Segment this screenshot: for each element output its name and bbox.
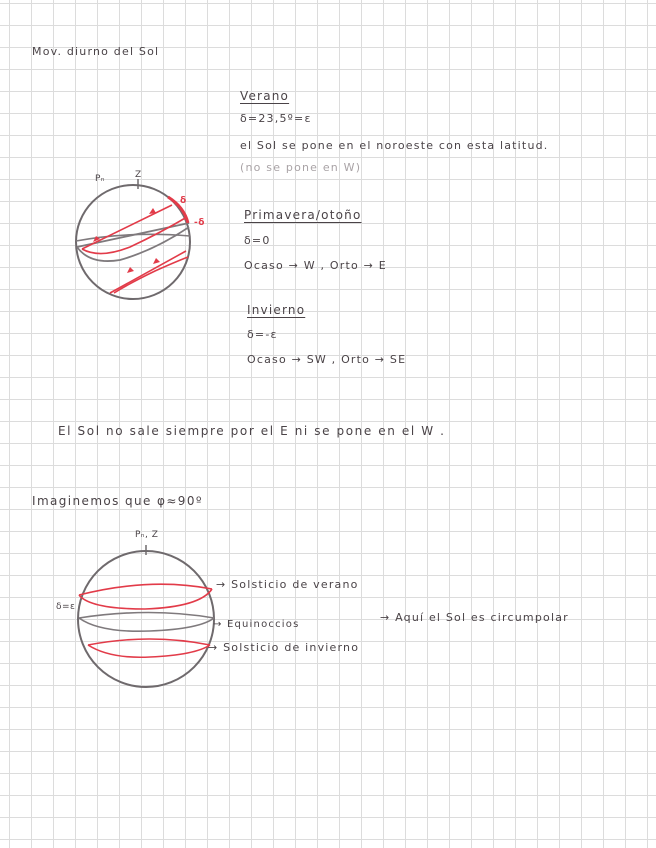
- verano-text: el Sol se pone en el noroeste con esta latitud.: [240, 139, 549, 152]
- equinox-label: → Equinoccios: [213, 619, 300, 630]
- imaginemos-heading: Imaginemos que φ≈90º: [32, 494, 203, 508]
- summer-solstice-label: → Solsticio de verano: [216, 578, 359, 591]
- invierno-text: Ocaso → SW , Orto → SE: [247, 353, 407, 366]
- diagram-polar-sphere: [50, 525, 240, 705]
- sentence: El Sol no sale siempre por el E ni se pone en el W .: [58, 424, 446, 438]
- invierno-heading: Invierno: [247, 303, 306, 317]
- pole-label: Pₙ: [95, 174, 106, 184]
- zenith-label: Z: [135, 170, 142, 180]
- invierno-equation: δ=-ε: [247, 328, 278, 341]
- pole-zenith-label: Pₙ, Z: [135, 530, 159, 540]
- verano-heading: Verano: [240, 89, 290, 103]
- delta-plus-label: δ: [180, 196, 187, 206]
- verano-equation: δ=23,5º=ε: [240, 112, 312, 125]
- verano-note: (no se pone en W): [240, 161, 362, 174]
- circumpolar-note: → Aquí el Sol es circumpolar: [380, 611, 569, 624]
- primavera-equation: δ=0: [244, 234, 271, 247]
- winter-solstice-label: → Solsticio de invierno: [208, 641, 360, 654]
- delta-epsilon-label: δ=ε: [56, 602, 76, 612]
- page-title: Mov. diurno del Sol: [32, 45, 160, 58]
- delta-minus-label: -δ: [194, 218, 205, 228]
- primavera-heading: Primavera/otoño: [244, 208, 362, 222]
- diagram-diurnal-sphere: [60, 165, 220, 310]
- primavera-text: Ocaso → W , Orto → E: [244, 259, 387, 272]
